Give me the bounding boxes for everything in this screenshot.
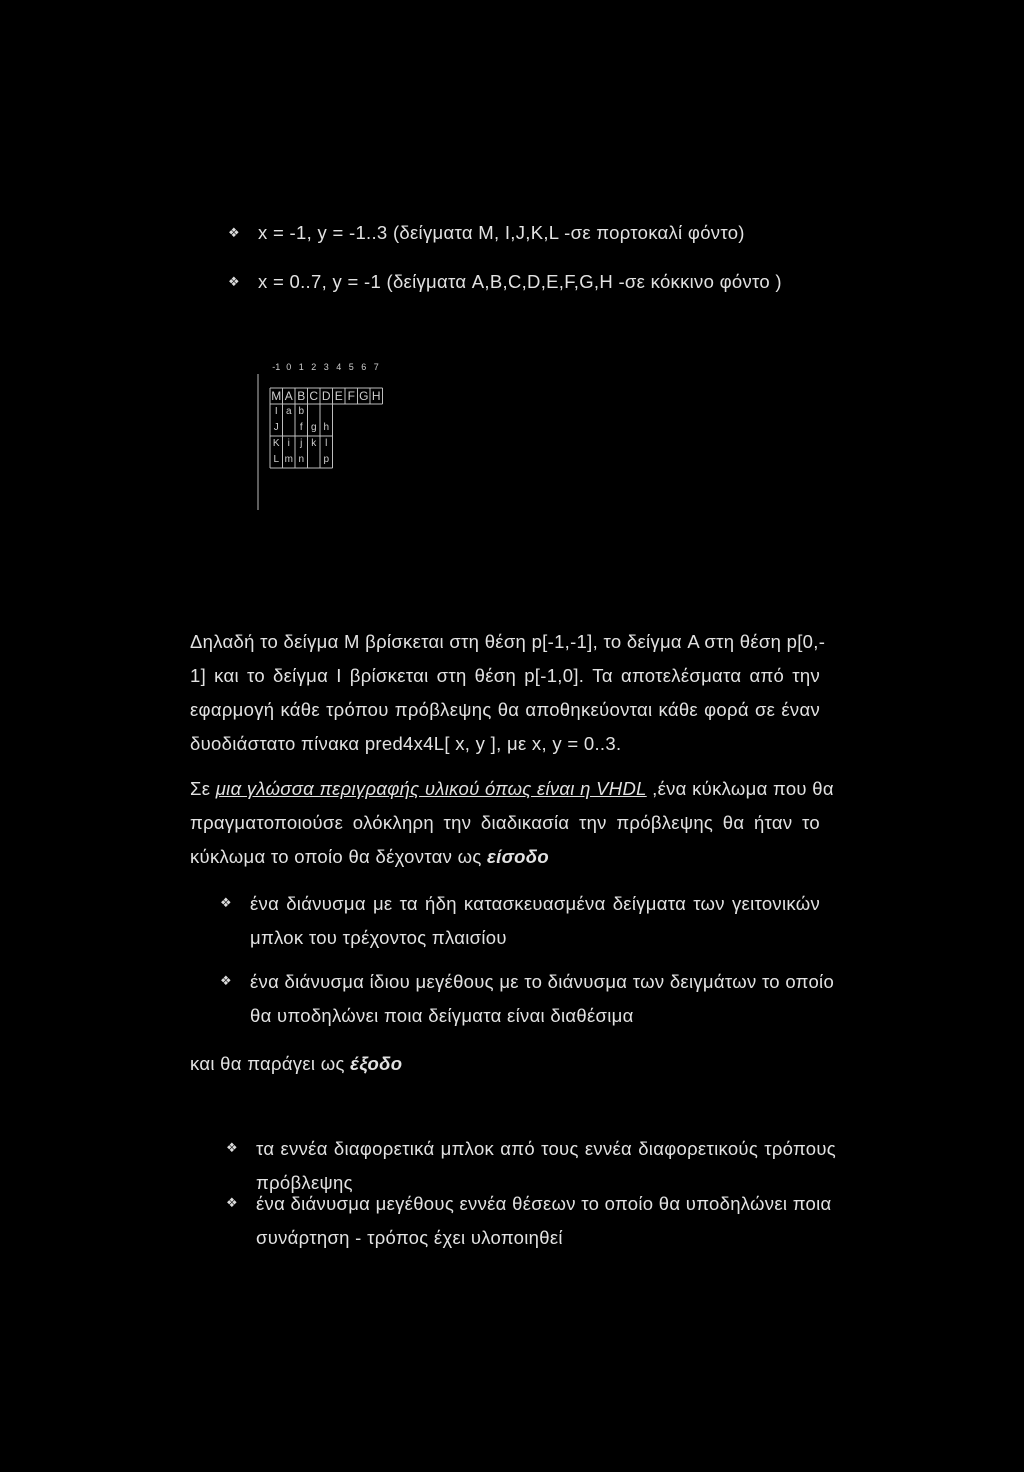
bullet-line: θα υποδηλώνει ποια δείγματα είναι διαθέσιμα [250, 1005, 634, 1026]
para2-line3-pre: κύκλωμα το οποίο θα δέχονταν ως [190, 846, 488, 867]
grid-cell-label: j [300, 438, 303, 449]
input-keyword: είσοδο [487, 846, 549, 867]
para1-line: δυοδιάστατο πίνακα pred4x4L[ x, y ], με x, y = 0..3. [190, 733, 622, 754]
paragraph-vhdl [190, 772, 834, 874]
grid-cell-label: J [273, 422, 279, 433]
grid-header-label: -1 [272, 362, 281, 372]
grid-header-label: 3 [323, 362, 329, 372]
grid-cell-label: B [297, 389, 306, 403]
bullet-input-samples [250, 887, 820, 955]
grid-cell-label: k [311, 438, 317, 449]
para1-line: 1] και το δείγμα I βρίσκεται στη θέση p[-1,0]. Τα αποτελέσματα από την [190, 665, 820, 686]
grid-cell-label: m [284, 454, 293, 465]
output-keyword: έξοδο [350, 1053, 403, 1074]
para1-line: εφαρμογή κάθε τρόπου πρόβλεψης θα αποθηκεύονται κάθε φορά σε έναν [190, 699, 820, 720]
para2-italic: μια γλώσσα περιγραφής υλικού όπως είναι η VHDL [215, 778, 647, 799]
para2-lead: Σε [190, 778, 216, 799]
output-intro [190, 1053, 402, 1075]
bullet-output-mode-vector [256, 1187, 832, 1255]
bullet-text-neighbours-top: x = 0..7, y = -1 (δείγματα A,B,C,D,E,F,G,H -σε κόκκινο φόντο ) [258, 271, 782, 292]
grid-cell-label: f [299, 422, 303, 433]
para2-line [190, 840, 820, 874]
bullet-icon: ❖ [228, 274, 240, 289]
grid-cell-label: L [273, 454, 280, 465]
sample-grid-svg [256, 358, 456, 518]
bullet-icon: ❖ [226, 1195, 238, 1210]
bullet-text-neighbours-left: x = -1, y = -1..3 (δείγματα M, I,J,K,L -σε πορτοκαλί φόντο) [258, 222, 745, 243]
grid-cell-label: p [323, 454, 330, 465]
paragraph-sample-positions [190, 625, 826, 761]
grid-header-label: 2 [311, 362, 317, 372]
grid-cell-label: F [347, 389, 355, 403]
grid-cell-label: n [298, 454, 305, 465]
bullet-line: ένα διάνυσμα με τα ήδη κατασκευασμένα δείγματα των γειτονικών [250, 893, 820, 914]
grid-cell-label: M [271, 389, 282, 403]
bullet-line: μπλοκ του τρέχοντος πλαισίου [250, 927, 507, 948]
grid-cell-label: b [298, 406, 305, 417]
bullet-icon: ❖ [226, 1140, 238, 1155]
grid-cell-label: G [359, 389, 369, 403]
para2-line: πραγματοποιούσε ολόκληρη την διαδικασία την πρόβλεψης θα ήταν το [190, 812, 820, 833]
grid-cell-label: A [284, 389, 293, 403]
output-intro-text: και θα παράγει ως [190, 1053, 351, 1074]
grid-cell-label: h [323, 422, 330, 433]
bullet-line: συνάρτηση - τρόπος έχει υλοποιηθεί [256, 1227, 563, 1248]
para2-rest: ,ένα κύκλωμα που θα [646, 778, 834, 799]
grid-cell-label: l [325, 438, 328, 449]
para1-line: Δηλαδή το δείγμα M βρίσκεται στη θέση p[-1,-1], το δείγμα A στη θέση p[0,- [190, 631, 826, 652]
grid-header-label: 6 [361, 362, 367, 372]
bullet-line: πρόβλεψης [256, 1172, 353, 1193]
grid-cell-label: K [272, 438, 280, 449]
grid-cell-label: a [285, 406, 292, 417]
bullet-line: ένα διάνυσμα ίδιου μεγέθους με το διάνυσμα των δειγμάτων το οποίο [250, 971, 835, 992]
bullet-input-availability [250, 965, 835, 1033]
bullet-icon: ❖ [220, 895, 232, 910]
bullet-icon: ❖ [228, 225, 240, 240]
bullet-icon: ❖ [220, 973, 232, 988]
para2-line [190, 772, 834, 806]
grid-cell-label: i [287, 438, 290, 449]
bullet-line: ένα διάνυσμα μεγέθους εννέα θέσεων το οποίο θα υποδηλώνει ποια [256, 1193, 832, 1214]
grid-cell-label: H [371, 389, 381, 403]
bullet-line: τα εννέα διαφορετικά μπλοκ από τους εννέα διαφορετικούς τρόπους [256, 1138, 836, 1159]
grid-header-label: 1 [298, 362, 304, 372]
grid-cell-label: E [334, 389, 343, 403]
grid-cell-label: C [309, 389, 319, 403]
grid-header-label: 0 [286, 362, 292, 372]
grid-cell-label: I [274, 406, 278, 417]
grid-header-label: 4 [336, 362, 342, 372]
grid-header-label: 7 [373, 362, 379, 372]
grid-header-label: 5 [348, 362, 354, 372]
sample-grid-figure [256, 358, 456, 518]
grid-cell-label: g [310, 422, 317, 433]
grid-cell-label: D [321, 389, 331, 403]
